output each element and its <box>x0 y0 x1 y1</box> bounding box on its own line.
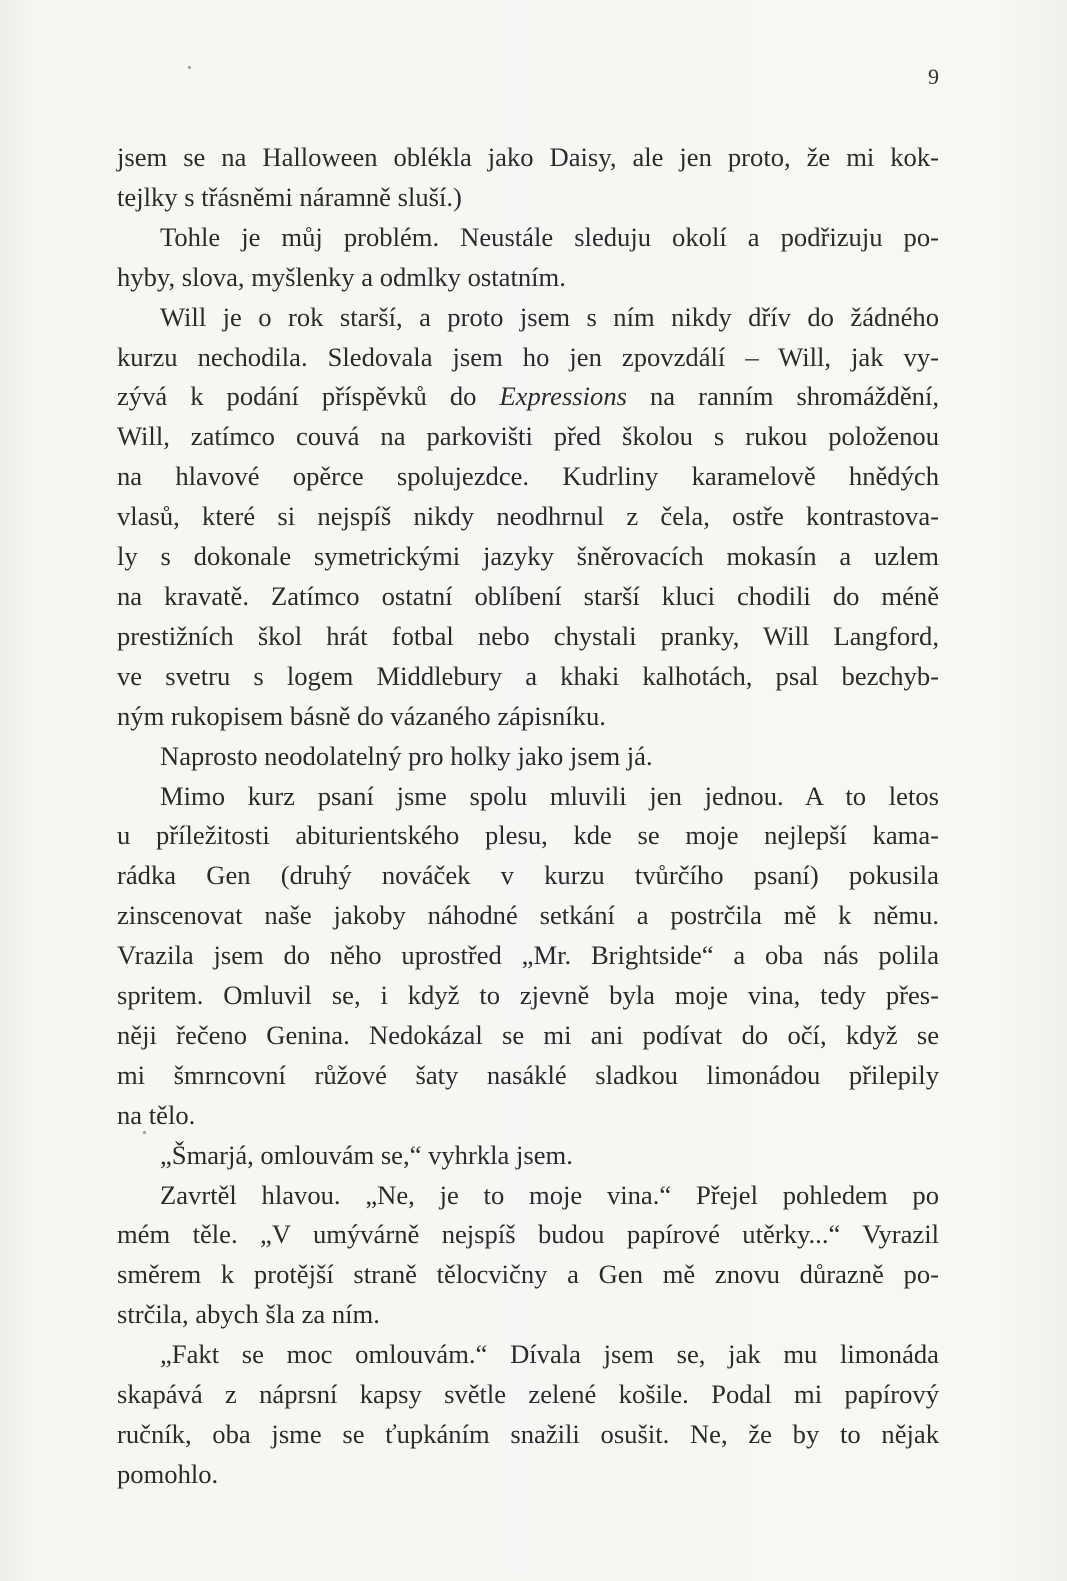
text-line: kurzu nechodila. Sledovala jsem ho jen zpovzdálí – Will, jak vy- <box>117 341 939 372</box>
page-number: 9 <box>928 64 939 89</box>
text-line: strčila, abych šla za ním. <box>117 1299 380 1330</box>
text-line: „Šmarjá, omlouvám se,“ vyhrkla jsem. <box>160 1139 573 1170</box>
text-line: něji řečeno Genina. Nedokázal se mi ani podívat do očí, když se <box>117 1019 939 1050</box>
text-line: na kravatě. Zatímco ostatní oblíbení starší kluci chodili do méně <box>117 580 939 611</box>
text-line: tejlky s třásněmi náramně sluší.) <box>117 181 462 212</box>
text-line: jsem se na Halloween oblékla jako Daisy, ale jen proto, že mi kok- <box>117 142 939 172</box>
text-line: ly s dokonale symetrickými jazyky šněrovacích mokasín a uzlem <box>117 541 939 572</box>
text-line: Vrazila jsem do něho uprostřed „Mr. Brightside“ a oba nás polila <box>117 940 939 971</box>
text-line: na tělo. <box>117 1099 196 1130</box>
text-line: mém těle. „V umývárně nejspíš budou papírové utěrky...“ Vyrazil <box>117 1219 939 1250</box>
text-line: ným rukopisem básně do vázaného zápisníku. <box>117 700 606 731</box>
text-line: zývá k podání příspěvků do Expressions na ranním shromáždění, <box>117 381 939 412</box>
text-line: ve svetru s logem Middlebury a khaki kalhotách, psal bezchyb- <box>117 660 939 691</box>
text-line: Naprosto neodolatelný pro holky jako jsem já. <box>160 740 653 771</box>
text-line: Will je o rok starší, a proto jsem s ním nikdy dřív do žádného <box>160 301 939 332</box>
text-line: směrem k protější straně tělocvičny a Gen mě znovu důrazně po- <box>117 1259 939 1290</box>
text-line: pomohlo. <box>117 1458 219 1489</box>
text-line: ručník, oba jsme se ťupkáním snažili osušit. Ne, že by to nějak <box>117 1419 939 1449</box>
print-speck <box>188 66 191 69</box>
text-line: zinscenovat naše jakoby náhodné setkání a postrčila mě k němu. <box>117 900 939 931</box>
text-line: „Fakt se moc omlouvám.“ Dívala jsem se, jak mu limonáda <box>160 1339 939 1370</box>
text-line: hyby, slova, myšlenky a odmlky ostatním. <box>117 261 566 292</box>
text-line: Will, zatímco couvá na parkovišti před školou s rukou položenou <box>117 421 939 452</box>
text-line: mi šmrncovní růžové šaty nasáklé sladkou limonádou přilepily <box>117 1059 939 1090</box>
text-line: prestižních škol hrát fotbal nebo chystali pranky, Will Langford, <box>117 620 939 651</box>
text-line: u příležitosti abiturientského plesu, kde se moje nejlepší kama- <box>117 820 939 851</box>
text-line: na hlavové opěrce spolujezdce. Kudrliny karamelově hnědých <box>117 461 939 492</box>
text-line: spritem. Omluvil se, i když to zjevně byla moje vina, tedy přes- <box>117 980 939 1011</box>
text-line: skapává z náprsní kapsy světle zelené košile. Podal mi papírový <box>117 1379 939 1410</box>
text-line: Mimo kurz psaní jsme spolu mluvili jen jednou. A to letos <box>160 780 939 811</box>
text-line: Zavrtěl hlavou. „Ne, je to moje vina.“ Přejel pohledem po <box>160 1179 939 1210</box>
text-line: rádka Gen (druhý nováček v kurzu tvůrčího psaní) pokusila <box>117 860 939 891</box>
magazine-title: Expressions <box>499 381 627 412</box>
body-text <box>117 138 939 1495</box>
text-line: Tohle je můj problém. Neustále sleduju okolí a podřizuju po- <box>160 221 939 252</box>
text-line: vlasů, které si nejspíš nikdy neodhrnul z čela, ostře kontrastova- <box>117 501 939 532</box>
